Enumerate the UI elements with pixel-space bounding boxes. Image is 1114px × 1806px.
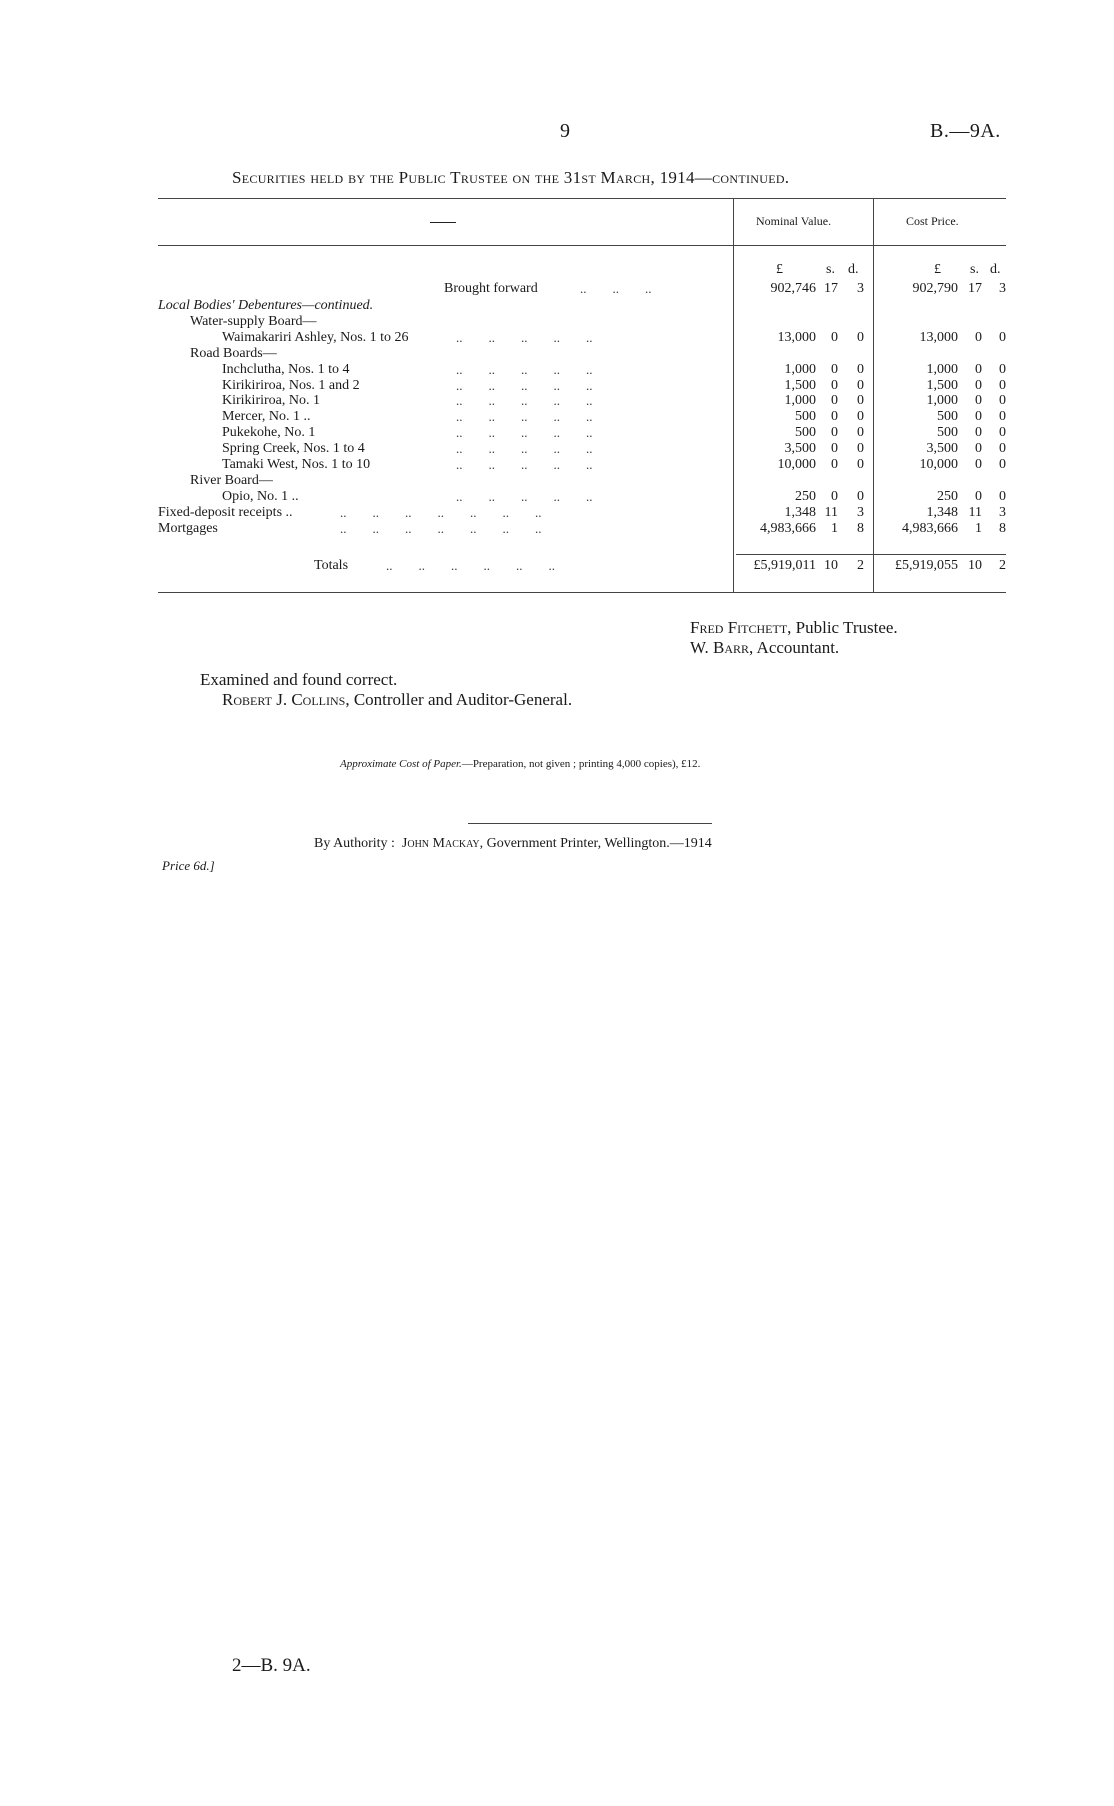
row-cost-shillings: 0 xyxy=(975,489,982,504)
row-cost-shillings: 11 xyxy=(968,505,982,520)
brought-forward-cost-shillings: 17 xyxy=(968,281,982,296)
leader-dots: .. .. .. .. .. xyxy=(456,378,593,393)
row-cost-pence: 0 xyxy=(999,425,1006,440)
accountant-signature xyxy=(690,638,839,658)
cost-of-paper-text: —Preparation, not given ; printing 4,000 copies), £12. xyxy=(461,758,701,770)
row-label: Pukekohe, No. 1 xyxy=(222,425,316,440)
totals-cost-pence: 2 xyxy=(999,558,1006,573)
row-cost-pounds: 13,000 xyxy=(919,330,958,345)
row-nominal-pounds: 10,000 xyxy=(777,457,816,472)
row-nominal-shillings: 0 xyxy=(831,378,838,393)
row-cost-pounds: 500 xyxy=(937,409,958,424)
row-cost-pence: 3 xyxy=(999,505,1006,520)
row-nominal-pence: 0 xyxy=(857,409,864,424)
nominal-value-header: Nominal Value. xyxy=(756,214,832,228)
row-nominal-pence: 0 xyxy=(857,441,864,456)
row-nominal-shillings: 1 xyxy=(831,521,838,536)
leader-dots: .. .. .. .. .. xyxy=(456,409,593,424)
row-label: Road Boards— xyxy=(190,346,277,361)
unit-shillings: s. xyxy=(826,262,835,277)
totals-nominal-pence: 2 xyxy=(857,558,864,573)
row-cost-pence: 0 xyxy=(999,330,1006,345)
description-column-dash xyxy=(430,222,456,223)
row-nominal-pounds: 13,000 xyxy=(777,330,816,345)
row-cost-pence: 0 xyxy=(999,378,1006,393)
footer-rule xyxy=(468,823,712,824)
row-cost-shillings: 0 xyxy=(975,378,982,393)
row-nominal-shillings: 0 xyxy=(831,409,838,424)
row-nominal-pounds: 3,500 xyxy=(784,441,816,456)
brought-forward-label: Brought forward xyxy=(444,281,538,296)
row-cost-pounds: 3,500 xyxy=(926,441,958,456)
authority-line xyxy=(314,836,712,852)
price-label: Price 6d.] xyxy=(162,858,215,873)
row-cost-pence: 0 xyxy=(999,441,1006,456)
row-nominal-pounds: 1,348 xyxy=(784,505,816,520)
row-label: Mercer, No. 1 .. xyxy=(222,409,311,424)
row-nominal-shillings: 11 xyxy=(824,505,838,520)
leader-dots: .. .. .. .. .. .. .. xyxy=(340,521,542,536)
row-nominal-pounds: 1,500 xyxy=(784,378,816,393)
row-cost-pounds: 1,348 xyxy=(926,505,958,520)
authority-prefix: By Authority : xyxy=(314,836,395,851)
row-nominal-pence: 0 xyxy=(857,425,864,440)
totals-cost-pounds: £5,919,055 xyxy=(895,558,958,573)
row-cost-pence: 0 xyxy=(999,457,1006,472)
totals-nominal-shillings: 10 xyxy=(824,558,838,573)
row-label: Inchclutha, Nos. 1 to 4 xyxy=(222,362,350,377)
auditor-signature xyxy=(222,690,572,710)
brought-forward-nominal-shillings: 17 xyxy=(824,281,838,296)
row-nominal-pence: 0 xyxy=(857,362,864,377)
row-nominal-pounds: 500 xyxy=(795,409,816,424)
row-cost-pence: 0 xyxy=(999,393,1006,408)
leader-dots: .. .. .. .. .. xyxy=(456,489,593,504)
row-cost-pounds: 1,000 xyxy=(926,362,958,377)
row-label: Fixed-deposit receipts .. xyxy=(158,505,293,520)
row-cost-shillings: 0 xyxy=(975,457,982,472)
accountant-role: , Accountant. xyxy=(749,638,840,657)
trustee-name: Fred Fitchett xyxy=(690,618,788,637)
row-cost-pence: 0 xyxy=(999,362,1006,377)
row-label: Water-supply Board— xyxy=(190,314,317,329)
row-cost-pounds: 10,000 xyxy=(919,457,958,472)
cost-of-paper-note xyxy=(340,758,700,770)
row-cost-pounds: 500 xyxy=(937,425,958,440)
signature-mark: 2—B. 9A. xyxy=(232,1655,311,1676)
leader-dots: .. .. .. .. .. xyxy=(456,441,593,456)
row-label: Tamaki West, Nos. 1 to 10 xyxy=(222,457,371,472)
accountant-name: W. Barr xyxy=(690,638,749,657)
leader-dots: .. .. .. .. .. xyxy=(456,425,593,440)
row-cost-pounds: 4,983,666 xyxy=(902,521,958,536)
row-cost-pounds: 1,000 xyxy=(926,393,958,408)
row-nominal-shillings: 0 xyxy=(831,457,838,472)
row-cost-shillings: 0 xyxy=(975,362,982,377)
row-cost-shillings: 0 xyxy=(975,425,982,440)
row-label: Mortgages xyxy=(158,521,218,536)
totals-rule xyxy=(736,554,1006,555)
row-nominal-pence: 0 xyxy=(857,457,864,472)
row-cost-pence: 0 xyxy=(999,409,1006,424)
row-nominal-shillings: 0 xyxy=(831,330,838,345)
row-label: River Board— xyxy=(190,473,273,488)
examined-statement: Examined and found correct. xyxy=(200,670,398,689)
trustee-signature xyxy=(690,618,898,638)
row-cost-shillings: 0 xyxy=(975,409,982,424)
row-label: Local Bodies' Debentures—continued. xyxy=(158,298,374,313)
row-nominal-pounds: 1,000 xyxy=(784,362,816,377)
row-label: Waimakariri Ashley, Nos. 1 to 26 xyxy=(222,330,409,345)
row-cost-shillings: 0 xyxy=(975,330,982,345)
leader-dots: .. .. .. .. .. xyxy=(456,393,593,408)
row-label: Kirikiriroa, Nos. 1 and 2 xyxy=(222,378,360,393)
leader-dots: .. .. .. .. .. .. xyxy=(386,558,555,573)
column-divider-1 xyxy=(733,198,734,592)
leader-dots: .. .. .. .. .. xyxy=(456,362,593,377)
brought-forward-nominal-pence: 3 xyxy=(857,281,864,296)
page-number: 9 xyxy=(560,120,570,142)
cost-of-paper-label: Approximate Cost of Paper. xyxy=(340,758,462,770)
printer-name: John Mackay xyxy=(401,836,480,851)
unit-pence: d. xyxy=(848,262,859,277)
table-top-rule xyxy=(158,198,1006,199)
auditor-role: , Controller and Auditor-General. xyxy=(345,690,573,709)
leader-dots: .. .. .. .. .. .. .. xyxy=(340,505,542,520)
auditor-name: Robert J. Collins xyxy=(222,690,346,709)
trustee-role: , Public Trustee. xyxy=(787,618,898,637)
unit-shillings: s. xyxy=(970,262,979,277)
cost-price-header: Cost Price. xyxy=(906,214,959,228)
totals-nominal-pounds: £5,919,011 xyxy=(753,558,816,573)
row-cost-pounds: 250 xyxy=(937,489,958,504)
totals-label: Totals xyxy=(314,558,349,573)
brought-forward-cost-pence: 3 xyxy=(999,281,1006,296)
leader-dots: .. .. .. .. .. xyxy=(456,457,593,472)
row-label: Opio, No. 1 .. xyxy=(222,489,299,504)
page-title: Securities held by the Public Trustee on the 31st March, 1914—continued. xyxy=(232,168,790,187)
row-nominal-pounds: 4,983,666 xyxy=(760,521,816,536)
leader-dots: .. .. .. .. .. xyxy=(456,330,593,345)
row-nominal-shillings: 0 xyxy=(831,425,838,440)
row-nominal-shillings: 0 xyxy=(831,362,838,377)
row-nominal-pounds: 500 xyxy=(795,425,816,440)
row-nominal-shillings: 0 xyxy=(831,441,838,456)
document-reference: B.—9A. xyxy=(930,120,1001,142)
row-nominal-shillings: 0 xyxy=(831,489,838,504)
row-cost-pence: 0 xyxy=(999,489,1006,504)
row-cost-shillings: 1 xyxy=(975,521,982,536)
printer-rest: , Government Printer, Wellington.—1914 xyxy=(479,836,712,851)
unit-pence: d. xyxy=(990,262,1001,277)
unit-pound: £ xyxy=(934,262,941,277)
row-nominal-pounds: 250 xyxy=(795,489,816,504)
row-cost-pounds: 1,500 xyxy=(926,378,958,393)
row-nominal-pence: 3 xyxy=(857,505,864,520)
row-cost-shillings: 0 xyxy=(975,441,982,456)
row-nominal-pence: 0 xyxy=(857,378,864,393)
totals-cost-shillings: 10 xyxy=(968,558,982,573)
leader-dots: .. .. .. xyxy=(580,281,652,296)
table-head-rule xyxy=(158,245,1006,246)
row-nominal-pence: 8 xyxy=(857,521,864,536)
row-cost-shillings: 0 xyxy=(975,393,982,408)
brought-forward-nominal-pounds: 902,746 xyxy=(770,281,816,296)
row-label: Kirikiriroa, No. 1 xyxy=(222,393,320,408)
brought-forward-cost-pounds: 902,790 xyxy=(912,281,958,296)
row-label: Spring Creek, Nos. 1 to 4 xyxy=(222,441,365,456)
row-nominal-pence: 0 xyxy=(857,330,864,345)
row-cost-pence: 8 xyxy=(999,521,1006,536)
table-bottom-rule xyxy=(158,592,1006,593)
unit-pound: £ xyxy=(776,262,783,277)
row-nominal-pence: 0 xyxy=(857,393,864,408)
row-nominal-pence: 0 xyxy=(857,489,864,504)
row-nominal-pounds: 1,000 xyxy=(784,393,816,408)
row-nominal-shillings: 0 xyxy=(831,393,838,408)
